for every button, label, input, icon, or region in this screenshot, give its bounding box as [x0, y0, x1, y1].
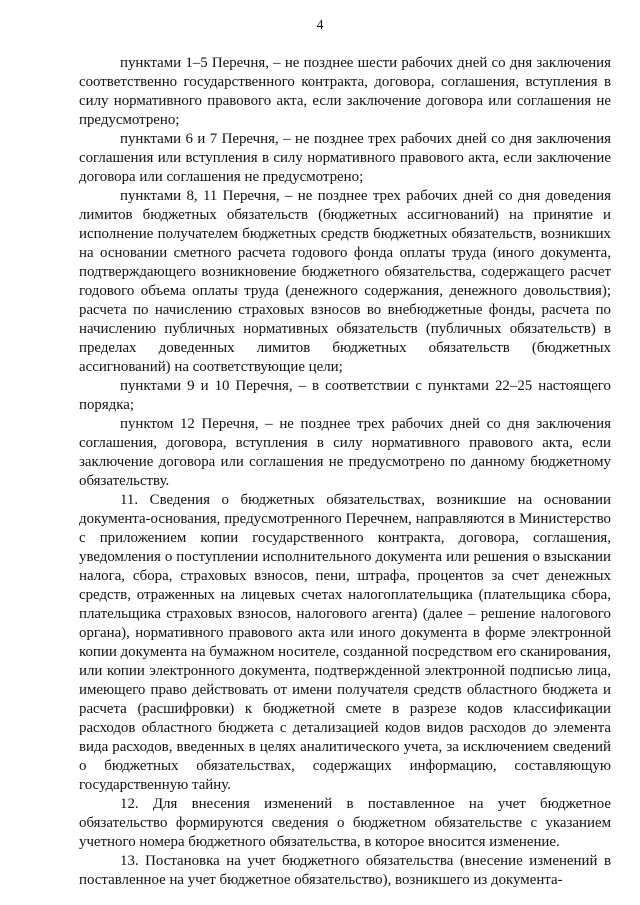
paragraph-items-6-7: пунктами 6 и 7 Перечня, – не позднее трех рабочих дней со дня заключения соглашения или вступления в силу нормативного правового акта, если заключение договора или соглашения не предусмотрено;	[79, 131, 611, 185]
paragraph-items-8-11: пунктами 8, 11 Перечня, – не позднее трех рабочих дней со дня доведения лимитов бюджетных обязательств (бюджетных ассигнований) на принятие и исполнение получателем бюджетных средств бюджетных обязательств, возникших на основании сметного расчета годового фонда оплаты труда (иного документа, подтверждающего возникновение бюджетного обязательства, содержащего расчет годового объема оплаты труда (денежного содержания, денежного довольствия); расчета по начислению страховых взносов во внебюджетные фонды, расчета по начислению публичных нормативных обязательств (публичных обязательств) в пределах доведенных лимитов бюджетных обязательств (бюджетных ассигнований) на соответствующие цели;	[79, 188, 611, 375]
paragraph-items-9-10: пунктами 9 и 10 Перечня, – в соответствии с пунктами 22–25 настоящего порядка;	[79, 378, 611, 413]
page-number: 4	[316, 18, 324, 33]
paragraph-item-1-5: пунктами 1–5 Перечня, – не позднее шести рабочих дней со дня заключения соответственно государственного контракта, договора, соглашения, вступления в силу нормативного правового акта, если заключение договора или соглашения не предусмотрено;	[79, 55, 611, 128]
paragraph-section-11: 11. Сведения о бюджетных обязательствах, возникшие на основании документа-основания, предусмотренного Перечнем, направляются в Министерство с приложением копии государственного контракта, договора, соглашения, уведомления о поступлении исполнительного документа или решения о взыскании налога, сбора, страховых взносов, пени, штрафа, процентов за счет денежных средств, отраженных на лицевых счетах налогоплательщика (плательщика сбора, плательщика страховых взносов, налогового агента) (далее – решение налогового органа), нормативного правового акта или иного документа в форме электронной копии документа на бумажном носителе, созданной посредством его сканирования, или копии электронного документа, подтвержденной электронной подписью лица, имеющего право действовать от имени получателя средств областного бюджета и расчета (расшифровки) к бюджетной смете в разрезе кодов классификации расходов областного бюджета с детализацией кодов видов расходов до элемента вида расходов, введенных в целях аналитического учета, за исключением сведений о бюджетных обязательствах, содержащих информацию, составляющую государственную тайну.	[79, 492, 611, 793]
paragraph-section-13: 13. Постановка на учет бюджетного обязательства (внесение изменений в поставленное на учет бюджетное обязательство), возникшего из документа-	[79, 853, 611, 888]
document-body	[79, 54, 611, 890]
paragraph-item-12: пунктом 12 Перечня, – не позднее трех рабочих дней со дня заключения соглашения, договора, вступления в силу нормативного правового акта, если заключение договора или соглашения не предусмотрено по данному бюджетному обязательству.	[79, 416, 611, 489]
paragraph-section-12: 12. Для внесения изменений в поставленное на учет бюджетное обязательство формируются сведения о бюджетном обязательстве с указанием учетного номера бюджетного обязательства, в которое вносится изменение.	[79, 796, 611, 850]
